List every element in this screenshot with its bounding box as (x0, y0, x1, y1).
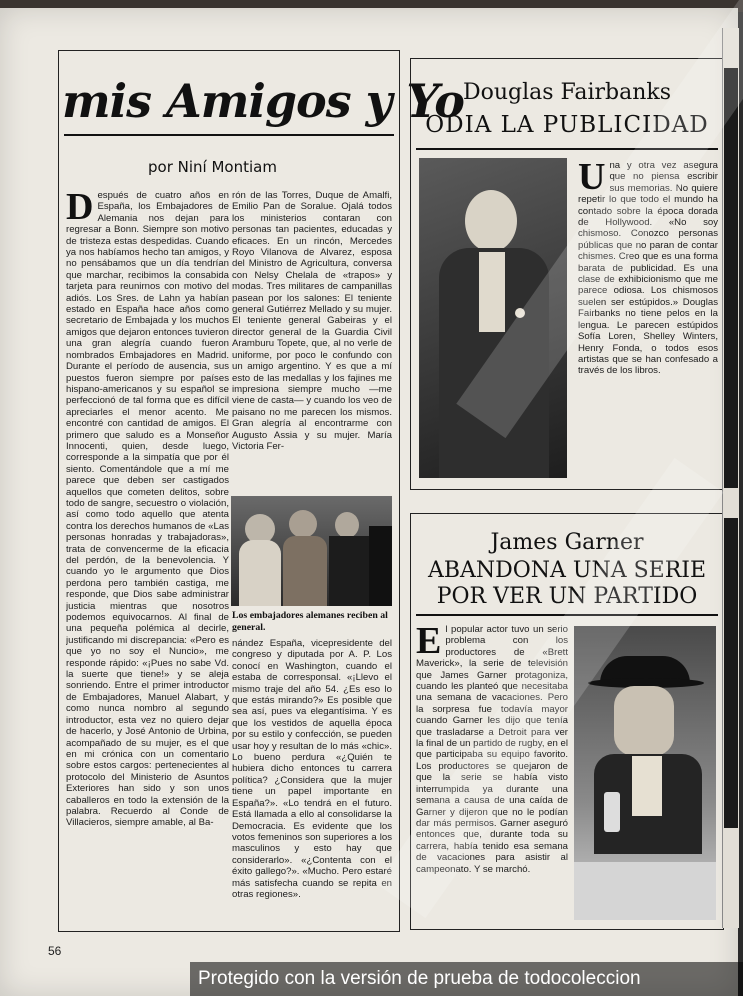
dropcap-e: E (416, 624, 442, 662)
dropcap-u: U (578, 160, 606, 198)
photo-caption: Los embajadores alemanes reciben al general. (232, 610, 388, 633)
left-col-2 (232, 190, 392, 492)
facing-page-photo (724, 68, 738, 488)
magazine-page (0, 8, 738, 996)
garner-headline-1: ABANDONA UNA SERIE (427, 558, 707, 583)
left-col-2-lower (232, 638, 392, 928)
column-title: mis Amigos y Yo (62, 74, 464, 128)
fairbanks-headline: ODIA LA PUBLICIDAD (425, 112, 709, 138)
watermark-banner: Protegido con la versión de prueba de todocoleccion (190, 962, 743, 996)
left-col2b-text: nández España, vicepresidente del congreso y diputada por A. P. Los conocí en Washington, cuando el estaba de corresponsal. «¡Llevo el mismo traje del año 54. ¿Es eso lo que estás mirando?» Es posible que sea así, pues va elegantísima. Y es que los vestidos de aquella época por su estilo y confección, se pueden usar hoy y resultan de lo más «chic». Lo bueno perdura «¿Quién te hubiera dicho entonces tu carrera política? ¿Considera que la mujer tiene un papel importante en España?». «Lo tendrá en el futuro. Está llamada a ello al consolidarse la Democracia. Es evidente que los votos femeninos son superiores a los masculinos y esto hay que considerarlo». «¿Contenta con el éxito gallego?». «Mucho. Pero estaré más satisfecha cuando se repita en otras regiones». (232, 638, 392, 900)
garner-body: l popular actor tuvo un serio problema con los productores de «Brett Maverick», la serie de televisión que James Garner protagoniza, cuando les planteó que necesitaba una semana de vacaciones. Pero la sorpresa fue todavía mayor cuando Garner les dijo que tenía que trasladarse a Detroit para ver la final de un partido de rugby, en el que participaba su equipo favorito. Los productores se quejaron de que la serie se había visto interrumpida ya durante una semana a causa de una caída de Garner y dijeron que no le podían dar más permisos. Garner aseguró entonces que, durante toda su carrera, había tenido esa semana de vacaciones para asistir al campeonato. Y se marchó. (416, 624, 568, 875)
byline: por Niní Montiam (148, 158, 277, 176)
left-col1-text: espués de cuatro años en España, los Embajadores de Alemania nos dejan para regresar a Bonn. Siempre son motivo de tristeza estas despedidas. Cuando ya nos habíamos hecho tan amigos, y no pensábamos que un día tendrían que marchar, recibimos la consabida tarjeta para reunirnos con motivo del adiós. Los Sres. de Lahn ya habían estado en España hace años como secretario de Embajada y los muchos amigos que dejaron entonces tuvieron una gran alegría cuando fueron nombrados Embajadores en Madrid. Durante el período de ausencia, sus puestos fueron siempre por países hispano-americanos y su español se perfeccionó de tal forma que es difícil apreciarles el menor acento. Me encontré con cantidad de amigos. El primero que saludo es a Monseñor Innocenti, quien, desde luego, corresponde a la simpatía que por él siento. Comentándole que a mí me parece que deben ser castigados aquellos que cometen delitos, sobre todo de sangre, secuestro o violación, así como todo aquello que atenta contra los derechos humanos de «Las personas honradas y trabajadoras», trata de convencerme de la eficacia del perdón, de la benevolencia. Y cuando yo le argumento que Dios perdona pero también castiga, me responde, que Dios sabe administrar justicia mientras que nosotros podemos equivocarnos. Al final de una pequeña polémica al decirle, justificando mi discrepancia: «Pero es que yo no soy el Nuncio», me responde rápido: «¡Pues no sabe Vd. la suerte que tiene!» y se aleja sonriendo. Entre el primer introductor de Embajadores, Manuel Alabart, y como nunca nombro al segundo introductor, esta vez no quiero dejar de hacerlo, y José Antonio de Urbina, acompañado de su mujer, es el que en mi crónica con un comentario sobre estos cargos: pertenecientes al protocolo del Ministerio de Asuntos Exteriores han sido y son unos caballeros en todo la extensión de la palabra. Recuerdo al Conde de Villacieros, siempre amable, al Ba- (66, 190, 229, 829)
dropcap-d: D (66, 190, 94, 228)
garner-name: James Garner (490, 530, 644, 555)
title-underline (64, 134, 394, 136)
fairbanks-name: Douglas Fairbanks (462, 80, 671, 105)
fairbanks-body: na y otra vez asegura que no piensa escribir sus memorias. No quiere repetir lo que todo el mundo ha contado sobre la época dorada de Hollywood. «No soy chismoso. Conozco personas públicas que no paran de contar chismes. Creo que es una forma barata de publicidad. Es una clase de exhibicionismo que me parece odiosa. Los chismosos suelen ser estúpidos.» Douglas Fairbanks no tiene pelos en la lengua. Le parecen estúpidos Sofía Loren, Shelley Winters, Henry Fonda, o todos esos artistas que se han confesado a través de los libros. (578, 160, 718, 377)
page-number: 56 (48, 944, 62, 958)
facing-page-photo-2 (724, 518, 738, 828)
ambassadors-photo (231, 496, 392, 606)
left-col2-text: rón de las Torres, Duque de Amalfi, Emilio Pan de Soralue. Ojalá todos los ministerios contaran con personas tan pacientes, educadas y eficaces. En un rincón, Mercedes Royo Vilanova de Alvarez, esposa del Ministro de Agricultura, conversa con Nelsy Chelala de «trapos» y modas. Tres militares de campanillas pasean por los salones: El teniente general Gutiérrez Mellado y su mujer. El teniente general Gabeiras y el director general de la Guardia Civil Aramburu Topete, que, al no verle de uniforme, por poco le confundo con un amigo argentino. Y es que a mí esto de las medallas y los fajines me impresiona siempre mucho —me viene de casta— y cuando los veo de paisano no me parecen los mismos. Gran alegría al encontrarme con Augusto Assia y su mujer. María Victoria Fer- (232, 190, 392, 452)
garner-headline-2: POR VER UN PARTIDO (436, 584, 698, 609)
left-col-1 (66, 190, 229, 926)
